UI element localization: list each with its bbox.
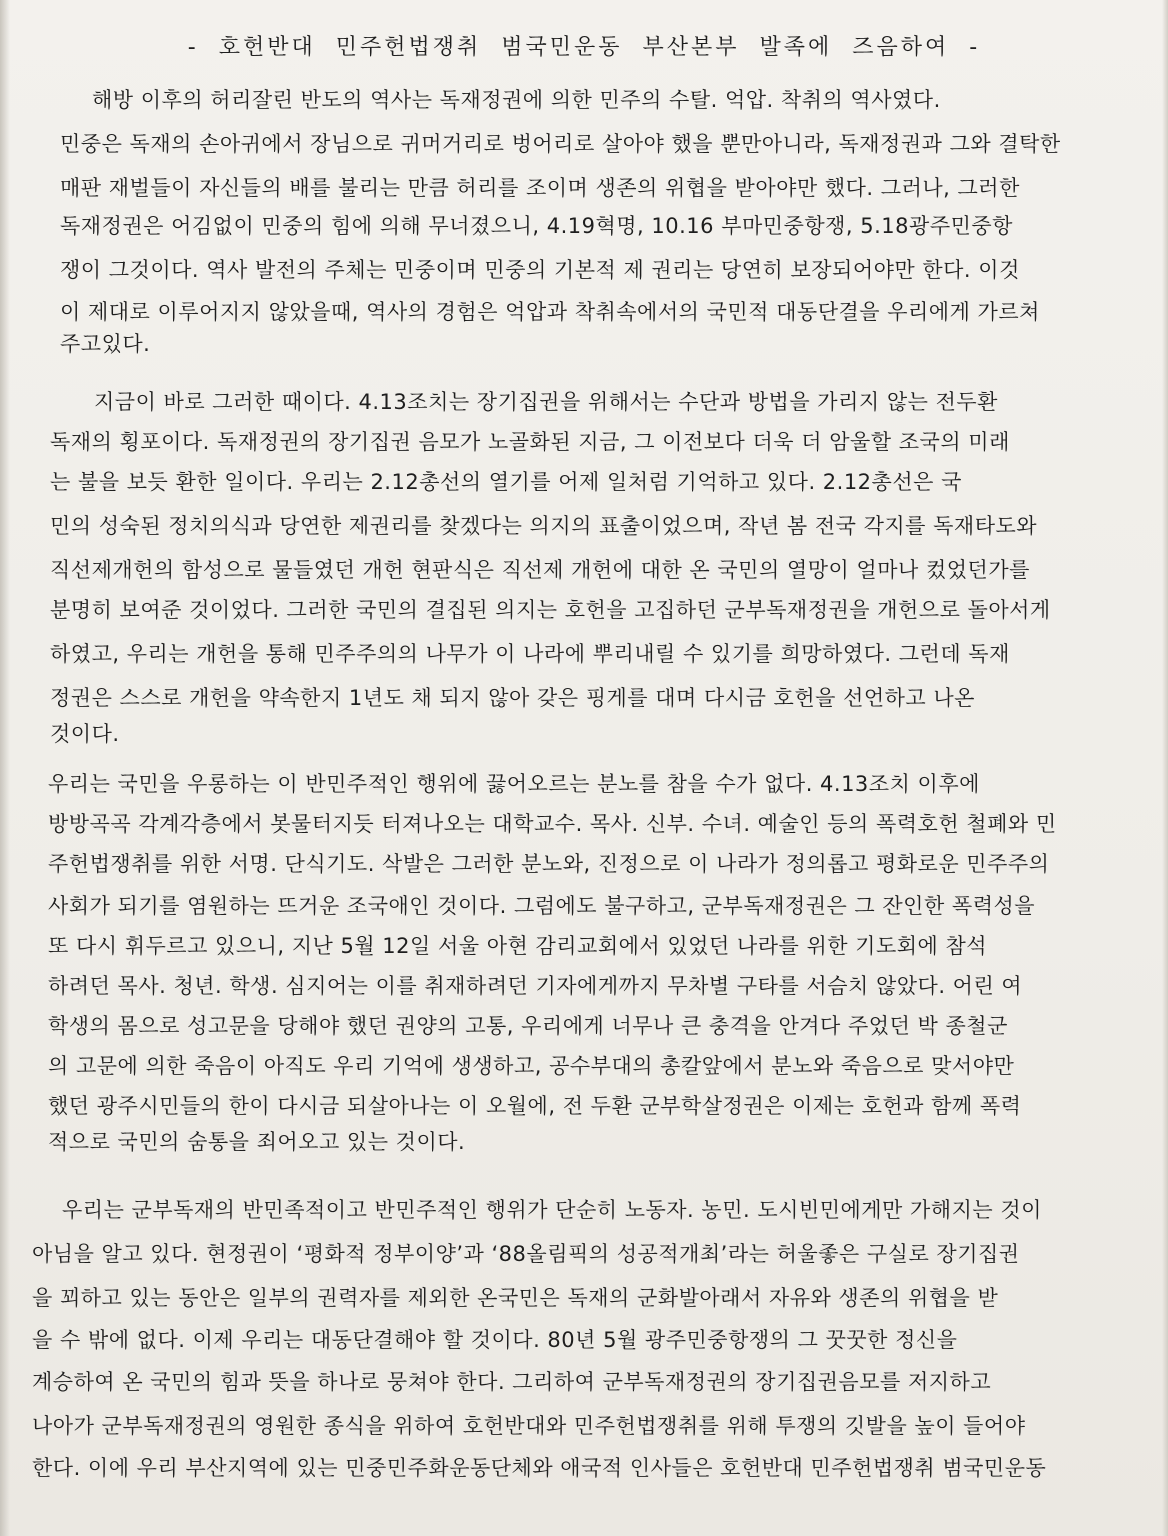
paragraph-2-line-3: 는 불을 보듯 환한 일이다. 우리는 2.12총선의 열기를 어제 일처럼 기억하고 있다. 2.12총선은 국 (50, 470, 962, 494)
paragraph-1-line-1: 해방 이후의 허리잘린 반도의 역사는 독재정권에 의한 민주의 수탈. 억압. 착취의 역사였다. (92, 88, 941, 112)
paragraph-3-line-8: 의 고문에 의한 죽음이 아직도 우리 기억에 생생하고, 공수부대의 총칼앞에서 분노와 죽음으로 맞서야만 (48, 1054, 1015, 1078)
paragraph-1-line-7: 주고있다. (60, 332, 151, 356)
paragraph-4-line-6: 나아가 군부독재정권의 영원한 종식을 위하여 호헌반대와 민주헌법쟁취를 위해 투쟁의 깃발을 높이 들어야 (32, 1414, 1026, 1438)
paragraph-2-line-9: 것이다. (50, 722, 120, 746)
page-edge-shadow-right (1162, 0, 1168, 1536)
paragraph-1-line-4: 독재정권은 어김없이 민중의 힘에 의해 무너졌으니, 4.19혁명, 10.16 부마민중항쟁, 5.18광주민중항 (60, 214, 1013, 238)
paragraph-4-line-3: 을 꾀하고 있는 동안은 일부의 권력자를 제외한 온국민은 독재의 군화발아래서 자유와 생존의 위협을 받 (32, 1286, 999, 1310)
paragraph-1-line-6: 이 제대로 이루어지지 않았을때, 역사의 경험은 억압과 착취속에서의 국민적 대동단결을 우리에게 가르쳐 (60, 300, 1040, 324)
paragraph-4-line-4: 을 수 밖에 없다. 이제 우리는 대동단결해야 할 것이다. 80년 5월 광주민중항쟁의 그 꿋꿋한 정신을 (32, 1328, 958, 1352)
paragraph-1-line-3: 매판 재벌들이 자신들의 배를 불리는 만큼 허리를 조이며 생존의 위협을 받아야만 했다. 그러나, 그러한 (60, 176, 1020, 200)
paragraph-3-line-3: 주헌법쟁취를 위한 서명. 단식기도. 삭발은 그러한 분노와, 진정으로 이 나라가 정의롭고 평화로운 민주주의 (48, 852, 1050, 876)
paragraph-3-line-9: 했던 광주시민들의 한이 다시금 되살아나는 이 오월에, 전 두환 군부학살정권은 이제는 호헌과 함께 폭력 (48, 1094, 1022, 1118)
paragraph-3-line-4: 사회가 되기를 염원하는 뜨거운 조국애인 것이다. 그럼에도 불구하고, 군부독재정권은 그 잔인한 폭력성을 (48, 894, 1036, 918)
paragraph-3-line-5: 또 다시 휘두르고 있으니, 지난 5월 12일 서울 아현 감리교회에서 있었던 나라를 위한 기도회에 참석 (48, 934, 988, 958)
paragraph-2-line-6: 분명히 보여준 것이었다. 그러한 국민의 결집된 의지는 호헌을 고집하던 군부독재정권을 개헌으로 돌아서게 (50, 598, 1051, 622)
paragraph-2-line-2: 독재의 횡포이다. 독재정권의 장기집권 음모가 노골화된 지금, 그 이전보다 더욱 더 암울할 조국의 미래 (50, 430, 1010, 454)
document-title: - 호헌반대 민주헌법쟁취 범국민운동 부산본부 발족에 즈음하여 - (187, 35, 981, 60)
paragraph-3-line-1: 우리는 국민을 우롱하는 이 반민주적인 행위에 끓어오르는 분노를 참을 수가 없다. 4.13조치 이후에 (48, 772, 980, 796)
paragraph-3-line-6: 하려던 목사. 청년. 학생. 심지어는 이를 취재하려던 기자에게까지 무차별 구타를 서슴치 않았다. 어린 여 (48, 974, 1023, 998)
paragraph-1-line-2: 민중은 독재의 손아귀에서 장님으로 귀머거리로 벙어리로 살아야 했을 뿐만아니라, 독재정권과 그와 결탁한 (60, 132, 1061, 156)
paragraph-3-line-7: 학생의 몸으로 성고문을 당해야 했던 권양의 고통, 우리에게 너무나 큰 충격을 안겨다 주었던 박 종철군 (48, 1014, 1008, 1038)
paragraph-4-line-5: 계승하여 온 국민의 힘과 뜻을 하나로 뭉쳐야 한다. 그리하여 군부독재정권의 장기집권음모를 저지하고 (32, 1370, 992, 1394)
paragraph-4-line-2: 아님을 알고 있다. 현정권이 ‘평화적 정부이양’과 ‘88올림픽의 성공적개최’라는 허울좋은 구실로 장기집권 (32, 1242, 1020, 1266)
paragraph-4-line-7: 한다. 이에 우리 부산지역에 있는 민중민주화운동단체와 애국적 인사들은 호헌반대 민주헌법쟁취 범국민운동 (32, 1456, 1047, 1480)
paragraph-2-line-5: 직선제개헌의 함성으로 물들였던 개헌 현판식은 직선제 개헌에 대한 온 국민의 열망이 얼마나 컸었던가를 (50, 558, 1030, 582)
paragraph-2-line-4: 민의 성숙된 정치의식과 당연한 제권리를 찾겠다는 의지의 표출이었으며, 작년 봄 전국 각지를 독재타도와 (50, 514, 1038, 538)
paragraph-2-line-7: 하였고, 우리는 개헌을 통해 민주주의의 나무가 이 나라에 뿌리내릴 수 있기를 희망하였다. 그런데 독재 (50, 642, 1010, 666)
paragraph-3-line-2: 방방곡곡 각계각층에서 봇물터지듯 터져나오는 대학교수. 목사. 신부. 수녀. 예술인 등의 폭력호헌 철폐와 민 (48, 812, 1057, 836)
paragraph-2-line-1: 지금이 바로 그러한 때이다. 4.13조치는 장기집권을 위해서는 수단과 방법을 가리지 않는 전두환 (94, 390, 998, 414)
paragraph-1-line-5: 쟁이 그것이다. 역사 발전의 주체는 민중이며 민중의 기본적 제 권리는 당연히 보장되어야만 한다. 이것 (60, 258, 1020, 282)
paragraph-3-line-10: 적으로 국민의 숨통을 죄어오고 있는 것이다. (48, 1130, 466, 1154)
paragraph-2-line-8: 정권은 스스로 개헌을 약속한지 1년도 채 되지 않아 갖은 핑게를 대며 다시금 호헌을 선언하고 나온 (50, 686, 975, 710)
page-edge-shadow-left (0, 0, 10, 1536)
paragraph-4-line-1: 우리는 군부독재의 반민족적이고 반민주적인 행위가 단순히 노동자. 농민. 도시빈민에게만 가해지는 것이 (62, 1198, 1042, 1222)
